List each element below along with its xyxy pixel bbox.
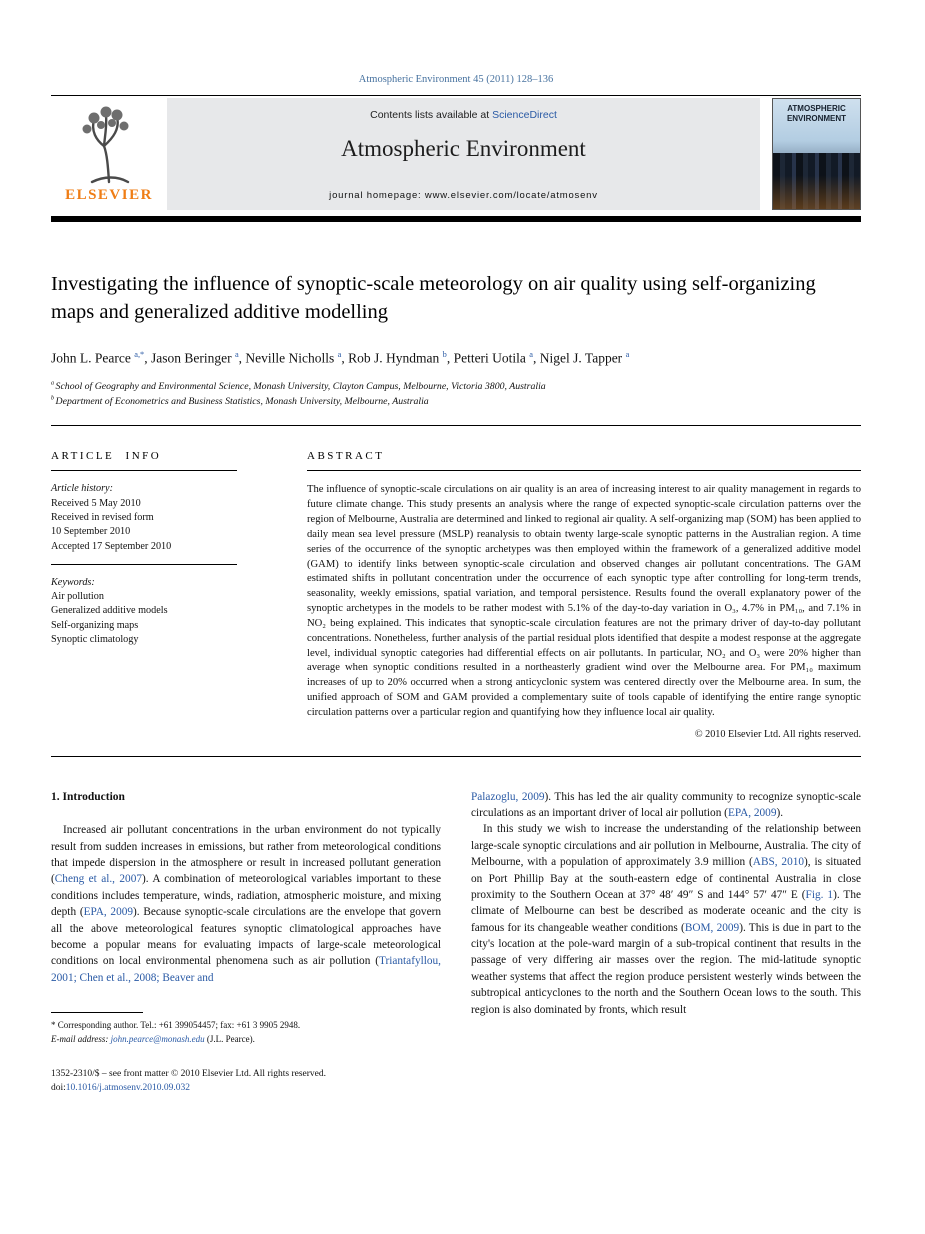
abstract-column	[307, 426, 861, 739]
intro-paragraph	[51, 822, 441, 986]
article-info-column	[51, 426, 237, 739]
text-segment: ). This is due in part to the city's location at the pole-ward margin of a sub-tropical continent that results in the passage of very differing air masses over the region. The mid-latitude synoptic weather systems that affect the region produce persistent westerly winds between the subtropical anticyclones to the north and the Southern Ocean lows to the south. This region is also dominated by fronts, which result	[471, 921, 861, 1016]
doi-line	[51, 1081, 441, 1095]
text-segment: ).	[776, 807, 784, 820]
journal-homepage-link[interactable]: journal homepage: www.elsevier.com/locate/atmosenv	[329, 190, 598, 201]
contents-line	[370, 109, 557, 121]
doi-link[interactable]: 10.1016/j.atmosenv.2010.09.032	[65, 1083, 190, 1094]
journal-cover-thumbnail	[772, 98, 861, 210]
cover-skyline-image	[773, 153, 860, 209]
keyword-item: Self-organizing maps	[51, 619, 139, 631]
text-segment: , Jason Beringer	[144, 350, 235, 366]
keyword-item: Air pollution	[51, 591, 104, 603]
body-columns	[51, 789, 861, 1096]
text-segment: ). The climate of Melbourne can best be described as moderate oceanic and the city is famous for its changeable weather conditions (	[471, 888, 861, 934]
citation-link[interactable]: ABS, 2010	[752, 856, 805, 869]
affiliation-a	[51, 379, 861, 394]
text-segment: doi:	[51, 1083, 66, 1094]
issn-copyright-line: 1352-2310/$ – see front matter © 2010 Elsevier Ltd. All rights reserved.	[51, 1068, 327, 1079]
text-segment: John L. Pearce	[51, 350, 135, 366]
elsevier-wordmark: ELSEVIER	[65, 187, 153, 203]
body-paragraph	[471, 789, 861, 822]
abstract-text: The influence of synoptic-scale circulations on air quality is an area of increasing interest to air quality management in regards to future climate change. This study presents an analysis where the range of expected synoptic-scale circulation patterns over the region of Melbourne, Australia are determined and linked to regional air quality. A self-organizing map (SOM) has been applied to daily mean sea level pressure (MSLP) reanalysis to obtain twenty large-scale synoptic patterns in the Australian region. A time series of the occurrence of the synoptic archetypes was then employed within the framework of a generalized additive model (GAM) to identify links between synoptic-scale circulation and observed changes air pollutant concentrations. The GAM estimated shifts in pollutant concentration under the occurrence of each synoptic type after controlling for long-term trends, seasonality, weekly emissions, spatial variation, and temporal persistence. Results found the overall explanatory power of the synoptic archetypes in the models to be rather modest with 5.1% of the day-to-day variation in O₃, 4.7% in PM₁₀, and 7.1% in NO₂ being explained. This indicates that synoptic-scale circulation features are not the primary driver of day-to-day pollutant concentrations. Nonetheless, further analysis of the partial residual plots identified that despite a modest response at the aggregate level, individual synoptic categories had differential effects on air pollutants. In particular, NO₂ and O₃ were 20% higher than average when synoptic conditions resulted in a northeasterly gradient wind over the Melbourne area. For PM₁₀ maximum increases of up to 20% occurred when a strong anticyclonic system was centered directly over the Melbourne area. In sum, the unified approach of SOM and GAM provided a complementary suite of tools capable of identifying the entire range synoptic circulation patterns over a particular region and quantifying how they influence local air quality.	[307, 484, 861, 718]
text-segment: a	[51, 380, 56, 387]
text-segment: ), is situated on Port Phillip Bay at the south-eastern edge of continental Australia in close proximity to the Southern Ocean at 37° 48′ 49″ S and 144° 57′ 47″ E (	[471, 856, 861, 901]
text-segment: E-mail address:	[51, 1034, 111, 1045]
text-segment: School of Geography and Environmental Science, Monash University, Clayton Campus, Melbourne, Victoria 3800, Australia	[55, 381, 546, 393]
citation-link[interactable]: EPA, 2009	[727, 807, 777, 820]
citation-link[interactable]: Triantafyllou, 2001; Chen et al., 2008; Beaver and	[51, 955, 441, 984]
masthead	[51, 98, 861, 210]
masthead-divider-bar	[51, 216, 861, 222]
elsevier-tree-icon	[76, 102, 142, 186]
text-segment: (J.L. Pearce).	[204, 1034, 255, 1045]
history-keywords-rule	[51, 564, 237, 565]
section-heading-introduction: 1. Introduction	[51, 790, 125, 803]
text-segment: , Rob J. Hyndman	[341, 350, 443, 366]
header-rule	[51, 95, 861, 96]
cover-title	[773, 104, 860, 123]
body-paragraph	[471, 821, 861, 1018]
affiliation-b	[51, 394, 861, 409]
article-title: Investigating the influence of synoptic-scale meteorology on air quality using self-organizing maps and generalized additive modelling	[51, 273, 816, 324]
masthead-banner	[167, 98, 760, 210]
text-segment: , Neville Nicholls	[238, 350, 338, 366]
text-segment: In this study we wish to increase the understanding of the relationship between large-scale synoptic circulations and air pollution in Melbourne, Australia. The city of Melbourne, with a population of approximately 3.9 million (	[471, 823, 861, 869]
abstract-copyright: © 2010 Elsevier Ltd. All rights reserved.	[694, 728, 861, 740]
abstract-rule	[307, 470, 861, 471]
sciencedirect-link[interactable]: ScienceDirect	[492, 109, 557, 121]
footnote-block	[51, 1012, 441, 1047]
citation-link[interactable]: EPA, 2009	[83, 906, 134, 919]
body-right-column	[471, 789, 861, 1096]
citation-link[interactable]: BOM, 2009	[684, 921, 740, 934]
citation-link[interactable]: Cheng et al., 2007	[54, 873, 142, 886]
keyword-item: Generalized additive models	[51, 605, 168, 617]
figure-link[interactable]: Fig. 1	[805, 888, 834, 901]
keywords-list	[51, 576, 237, 647]
text-segment: Increased air pollutant concentrations in the urban environment do not typically result from sudden increases in emissions, but rather from meteorological conditions that impede dispersion in the atmosphere or result in increased pollutant generation (	[51, 824, 441, 886]
email-line	[51, 1033, 441, 1047]
body-left-column	[51, 789, 441, 1096]
cover-title-line: ATMOSPHERIC	[787, 104, 846, 113]
author-affiliation-ref[interactable]: a	[625, 349, 630, 359]
text-segment: ). Because synoptic-scale circulations are the envelope that govern all the above meteorological features synoptic climatological approaches have become a popular means for evaluating impacts of large-scale meteorological conditions on local environmental phenomena such as air pollution (	[51, 906, 441, 968]
article-info-heading: ARTICLE INFO	[51, 450, 162, 463]
history-line: Accepted 17 September 2010	[51, 540, 172, 552]
text-segment: ). A combination of meteorological variables important to these conditions includes temperature, winds, radiation, atmospheric moisture, and mixing depth (	[51, 873, 441, 919]
cover-title-line: ENVIRONMENT	[786, 113, 847, 123]
journal-citation-header: Atmospheric Environment 45 (2011) 128–136	[358, 74, 554, 85]
affiliations	[51, 379, 861, 409]
author-affiliation-ref[interactable]: a	[337, 349, 342, 359]
footnote-rule	[51, 1012, 143, 1013]
author-affiliation-ref[interactable]: b	[442, 349, 447, 359]
keywords-label: Keywords:	[51, 576, 95, 588]
article-history-label: Article history:	[51, 483, 113, 495]
corresponding-author-note: * Corresponding author. Tel.: +61 399054457; fax: +61 3 9905 2948.	[51, 1020, 301, 1031]
author-list	[51, 350, 861, 367]
author-affiliation-ref[interactable]: a	[529, 349, 534, 359]
history-line: 10 September 2010	[51, 526, 131, 538]
info-abstract-section	[51, 426, 861, 739]
journal-cover	[772, 98, 861, 210]
abstract-heading: ABSTRACT	[307, 450, 385, 463]
text-segment: b	[51, 395, 56, 402]
author-affiliation-ref[interactable]: a	[234, 349, 239, 359]
email-link[interactable]: john.pearce@monash.edu	[110, 1034, 205, 1045]
text-segment: Contents lists available at	[370, 109, 493, 121]
text-segment: , Petteri Uotila	[446, 350, 530, 366]
text-segment: , Nigel J. Tapper	[533, 350, 626, 366]
history-line: Received in revised form	[51, 511, 154, 523]
text-segment: Department of Econometrics and Business Statistics, Monash University, Melbourne, Australia	[55, 396, 429, 408]
author-affiliation-ref[interactable]: a,*	[134, 349, 145, 359]
abstract-body-divider-rule	[51, 756, 861, 757]
history-line: Received 5 May 2010	[51, 497, 141, 509]
article-info-rule	[51, 470, 237, 471]
article-history	[51, 482, 237, 553]
journal-title: Atmospheric Environment	[341, 136, 586, 161]
keyword-item: Synoptic climatology	[51, 633, 139, 645]
elsevier-logo	[51, 98, 167, 210]
imprint-block	[51, 1067, 441, 1096]
text-segment: ). This has led the air quality community to recognize synoptic-scale circulations as an important driver of local air pollution (	[471, 790, 861, 820]
citation-link[interactable]: Palazoglu, 2009	[471, 790, 545, 803]
